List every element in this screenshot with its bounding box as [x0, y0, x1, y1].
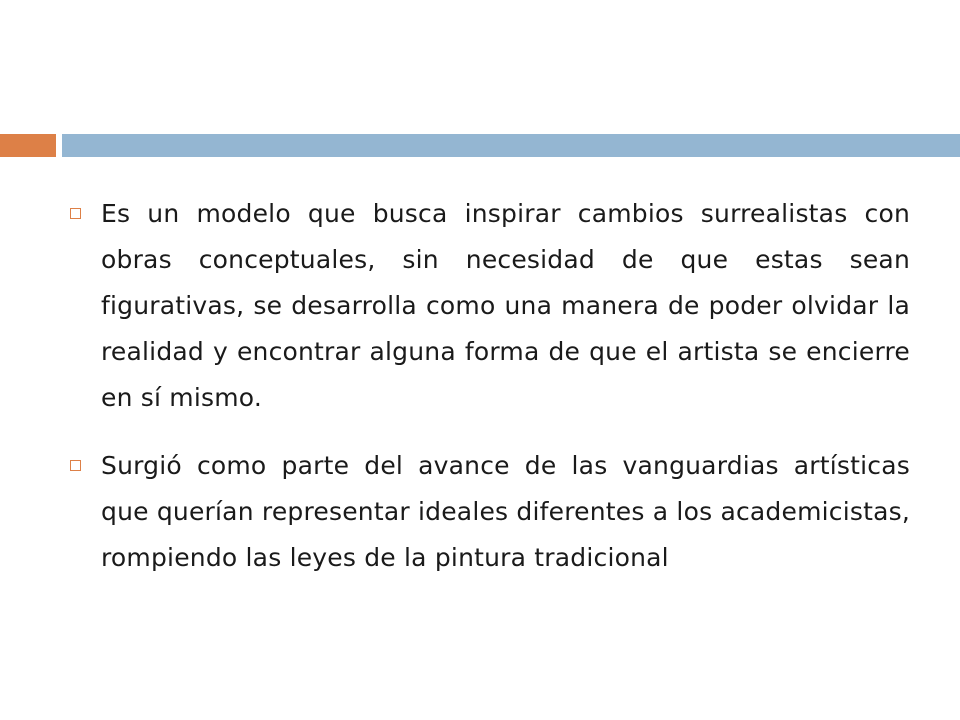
bullet-item: [70, 443, 910, 581]
header-band-blue: [62, 134, 960, 157]
bullet-list: [70, 191, 910, 603]
square-bullet-icon: [70, 460, 81, 471]
square-bullet-icon: [70, 208, 81, 219]
bullet-text: Surgió como parte del avance de las vanguardias artísticas que querían representar ideales diferentes a los academicistas, rompiendo las leyes de la pintura tradicional: [101, 451, 910, 572]
bullet-item: [70, 191, 910, 421]
bullet-text: Es un modelo que busca inspirar cambios surrealistas con obras conceptuales, sin necesidad de que estas sean figurativas, se desarrolla como una manera de poder olvidar la realidad y encontrar alguna forma de que el artista se encierre en sí mismo.: [101, 199, 910, 412]
header-band-orange: [0, 134, 56, 157]
